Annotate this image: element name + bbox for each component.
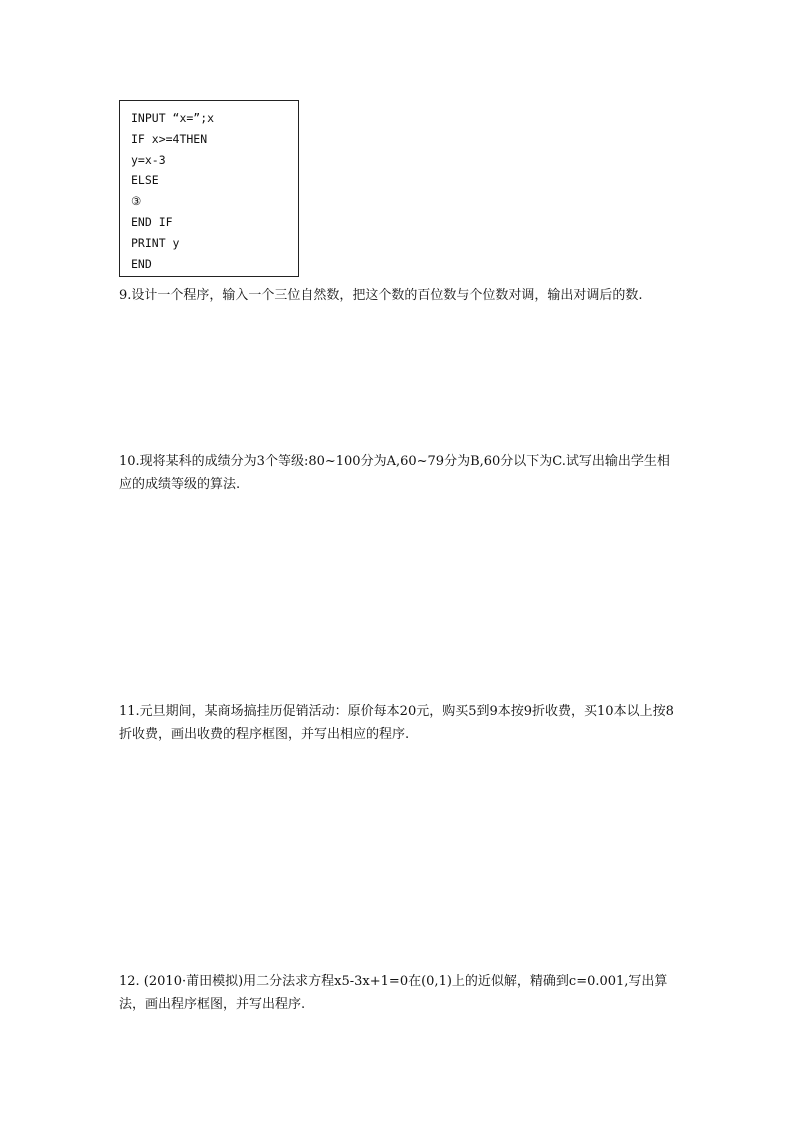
code-line: END <box>131 256 152 271</box>
question-12: 12. (2010·莆田模拟)用二分法求方程x5-3x+1=0在(0,1)上的近似解，精确到c=0.001,写出算法，画出程序框图，并写出程序. <box>119 974 668 1012</box>
question-10: 10.现将某科的成绩分为3个等级:80~100分为A,60~79分为B,60分以下为C.试写出输出学生相应的成绩等级的算法. <box>119 454 670 492</box>
program-code-box <box>119 100 299 277</box>
question-11: 11.元旦期间，某商场搞挂历促销活动：原价每本20元，购买5到9本按9折收费，买10本以上按8折收费，画出收费的程序框图，并写出相应的程序. <box>119 704 674 742</box>
code-line: END IF <box>131 214 173 229</box>
code-line: y=x-3 <box>131 152 166 167</box>
code-line: PRINT y <box>131 235 180 250</box>
question-9: 9.设计一个程序，输入一个三位自然数，把这个数的百位数与个位数对调，输出对调后的数. <box>119 288 643 303</box>
code-line: ③ <box>131 194 142 209</box>
code-line: IF x>=4THEN <box>131 131 208 146</box>
code-line: ELSE <box>131 173 159 188</box>
code-line: INPUT “x=”;x <box>131 111 215 125</box>
